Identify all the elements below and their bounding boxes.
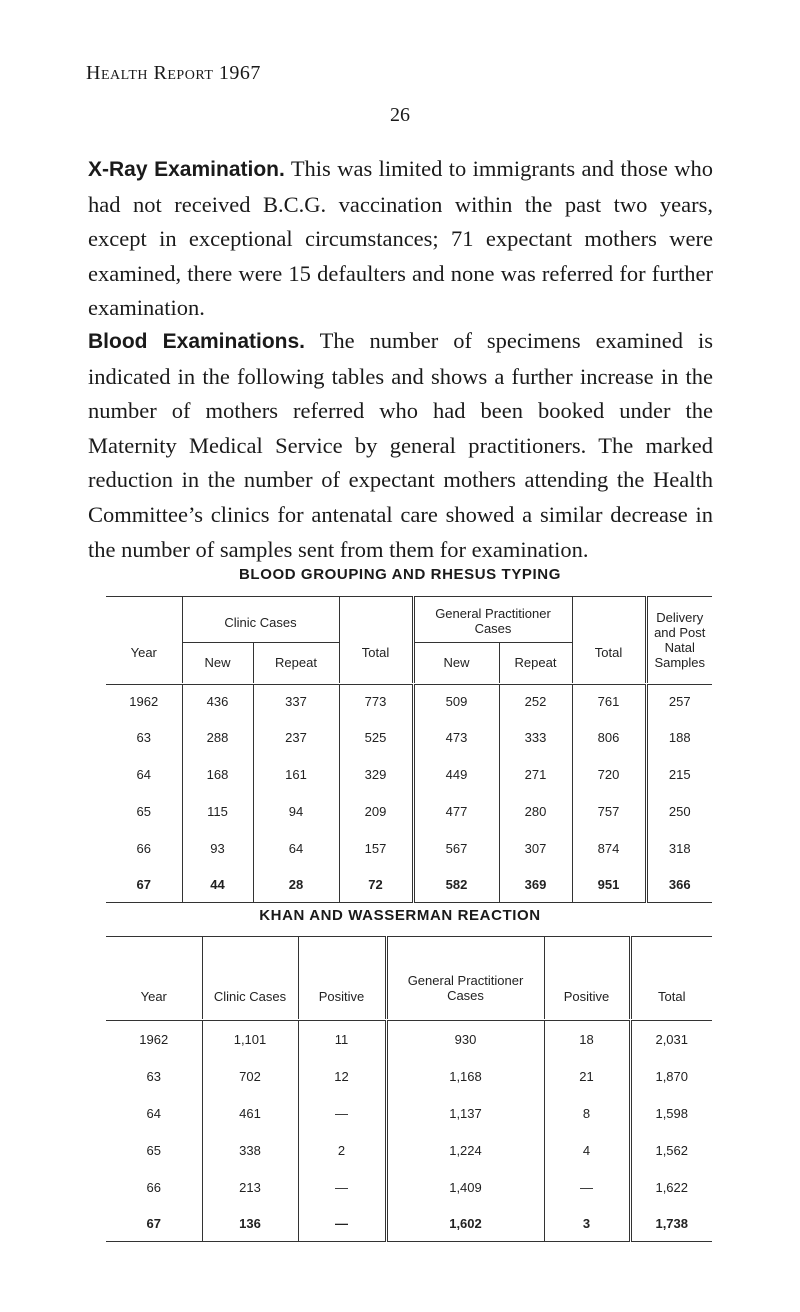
cell-positive: 18 <box>544 1021 630 1058</box>
cell-gp-repeat: 252 <box>499 685 572 719</box>
cell-positive: 3 <box>544 1206 630 1242</box>
section-body: This was limited to immigrants and those who had not received B.C.G. vaccination within the past two years, except in exceptional circumstances; 71 expectant mothers were examined, there were 15 defaulters and none was referred for further examination. <box>88 156 713 321</box>
col-header-gp-cases: General Practitioner Cases <box>413 597 572 643</box>
khan-wasserman-table <box>106 936 712 1242</box>
cell-positive: 2 <box>298 1132 386 1169</box>
cell-year: 1962 <box>139 1031 169 1047</box>
cell-clinic-repeat: 28 <box>253 867 339 903</box>
cell-clinic-repeat: 237 <box>253 719 339 756</box>
cell-positive: — <box>298 1169 386 1206</box>
cell-delivery: 188 <box>646 719 712 756</box>
cell-clinic-cases: 1,101 <box>202 1021 298 1058</box>
col-header-clinic-cases: Clinic Cases <box>182 597 339 643</box>
cell-clinic-new: 44 <box>182 867 253 903</box>
cell-year: 63 <box>146 1068 161 1084</box>
cell-positive: 8 <box>544 1095 630 1132</box>
cell-gp-new: 449 <box>413 756 499 793</box>
cell-clinic-repeat: 94 <box>253 793 339 830</box>
col-header-clinic-new: New <box>182 643 253 683</box>
cell-total: 157 <box>339 830 413 867</box>
cell-total: 329 <box>339 756 413 793</box>
section-body: The number of specimens examined is indicated in the following tables and shows a further increase in the number of mothers referred who had been booked under the Maternity Medical Service by general practitioners. The marked reduction in the number of expectant mothers attending the Health Committee’s clinics for antenatal care showed a similar decrease in the number of samples sent from them for examination. <box>88 328 713 562</box>
cell-positive: 12 <box>298 1058 386 1095</box>
cell-gp-cases: 1,602 <box>386 1206 544 1242</box>
table-row <box>106 1206 712 1242</box>
cell-positive: — <box>298 1206 386 1242</box>
cell-clinic-cases: 702 <box>202 1058 298 1095</box>
cell-gp-repeat: 369 <box>499 867 572 903</box>
cell-total: 874 <box>572 830 646 867</box>
cell-year: 64 <box>146 1105 161 1121</box>
cell-year: 66 <box>146 1179 161 1195</box>
col-header-year: Year <box>140 989 167 1005</box>
cell-year: 65 <box>136 803 151 819</box>
cell-total: 1,622 <box>630 1169 712 1206</box>
cell-positive: 21 <box>544 1058 630 1095</box>
cell-total: 1,738 <box>630 1206 712 1242</box>
col-header-total: Total <box>630 937 712 1019</box>
cell-clinic-new: 115 <box>182 793 253 830</box>
cell-total: 209 <box>339 793 413 830</box>
cell-positive: 11 <box>298 1021 386 1058</box>
cell-clinic-new: 288 <box>182 719 253 756</box>
col-header-year: Year <box>130 645 157 661</box>
cell-total: 951 <box>572 867 646 903</box>
cell-total: 757 <box>572 793 646 830</box>
cell-clinic-new: 168 <box>182 756 253 793</box>
section-heading: X-Ray Examination. <box>88 158 285 181</box>
cell-delivery: 250 <box>646 793 712 830</box>
col-header-clinic-cases: Clinic Cases <box>202 937 298 1019</box>
cell-total: 72 <box>339 867 413 903</box>
cell-gp-new: 567 <box>413 830 499 867</box>
cell-gp-repeat: 333 <box>499 719 572 756</box>
cell-clinic-cases: 461 <box>202 1095 298 1132</box>
cell-clinic-cases: 213 <box>202 1169 298 1206</box>
cell-delivery: 257 <box>646 685 712 719</box>
table-row <box>106 719 712 756</box>
page-number: 26 <box>390 104 410 126</box>
paragraph-blood <box>88 324 713 567</box>
table-row <box>106 867 712 903</box>
col-header-delivery: Delivery and Post Natal Samples <box>646 597 712 683</box>
cell-year: 66 <box>136 840 151 856</box>
table-row <box>106 685 712 719</box>
cell-gp-cases: 1,409 <box>386 1169 544 1206</box>
col-header-total: Total <box>339 597 413 683</box>
col-header-gp-cases: General Practitioner Cases <box>386 937 544 1019</box>
cell-gp-new: 582 <box>413 867 499 903</box>
col-header-gp-new: New <box>413 643 499 683</box>
cell-positive: 4 <box>544 1132 630 1169</box>
col-header-gp-repeat: Repeat <box>499 643 572 683</box>
cell-gp-cases: 930 <box>386 1021 544 1058</box>
cell-clinic-new: 93 <box>182 830 253 867</box>
cell-total: 773 <box>339 685 413 719</box>
cell-clinic-repeat: 337 <box>253 685 339 719</box>
cell-total: 720 <box>572 756 646 793</box>
table-row <box>106 793 712 830</box>
cell-clinic-cases: 338 <box>202 1132 298 1169</box>
cell-gp-repeat: 307 <box>499 830 572 867</box>
table-row <box>106 1169 712 1206</box>
col-header-positive: Positive <box>544 937 630 1019</box>
cell-total: 761 <box>572 685 646 719</box>
col-header-total: Total <box>572 597 646 683</box>
cell-gp-new: 509 <box>413 685 499 719</box>
cell-clinic-cases: 136 <box>202 1206 298 1242</box>
col-header-clinic-repeat: Repeat <box>253 643 339 683</box>
table-title: BLOOD GROUPING AND RHESUS TYPING <box>239 566 561 583</box>
cell-clinic-new: 436 <box>182 685 253 719</box>
cell-gp-cases: 1,224 <box>386 1132 544 1169</box>
table-row <box>106 756 712 793</box>
paragraph-xray <box>88 152 713 326</box>
cell-positive: — <box>298 1095 386 1132</box>
cell-total: 806 <box>572 719 646 756</box>
cell-clinic-repeat: 64 <box>253 830 339 867</box>
cell-year: 63 <box>136 729 151 745</box>
cell-total: 1,562 <box>630 1132 712 1169</box>
table-row <box>106 1021 712 1058</box>
cell-delivery: 366 <box>646 867 712 903</box>
cell-clinic-repeat: 161 <box>253 756 339 793</box>
table-row <box>106 830 712 867</box>
section-heading: Blood Examinations. <box>88 330 306 353</box>
cell-total: 1,598 <box>630 1095 712 1132</box>
cell-year: 1962 <box>129 694 159 710</box>
table-row <box>106 1132 712 1169</box>
cell-year: 64 <box>136 766 151 782</box>
col-header-positive: Positive <box>298 937 386 1019</box>
running-head: Health Report 1967 <box>86 62 261 84</box>
cell-gp-new: 477 <box>413 793 499 830</box>
cell-year: 65 <box>146 1142 161 1158</box>
cell-gp-cases: 1,168 <box>386 1058 544 1095</box>
cell-year: 67 <box>136 876 151 892</box>
cell-total: 2,031 <box>630 1021 712 1058</box>
cell-delivery: 215 <box>646 756 712 793</box>
cell-total: 525 <box>339 719 413 756</box>
table-row <box>106 1095 712 1132</box>
cell-total: 1,870 <box>630 1058 712 1095</box>
cell-delivery: 318 <box>646 830 712 867</box>
cell-gp-repeat: 280 <box>499 793 572 830</box>
cell-gp-new: 473 <box>413 719 499 756</box>
cell-year: 67 <box>146 1215 161 1231</box>
table-row <box>106 1058 712 1095</box>
blood-grouping-table <box>106 596 712 903</box>
cell-positive: — <box>544 1169 630 1206</box>
cell-gp-repeat: 271 <box>499 756 572 793</box>
table-title: KHAN AND WASSERMAN REACTION <box>259 907 541 924</box>
cell-gp-cases: 1,137 <box>386 1095 544 1132</box>
